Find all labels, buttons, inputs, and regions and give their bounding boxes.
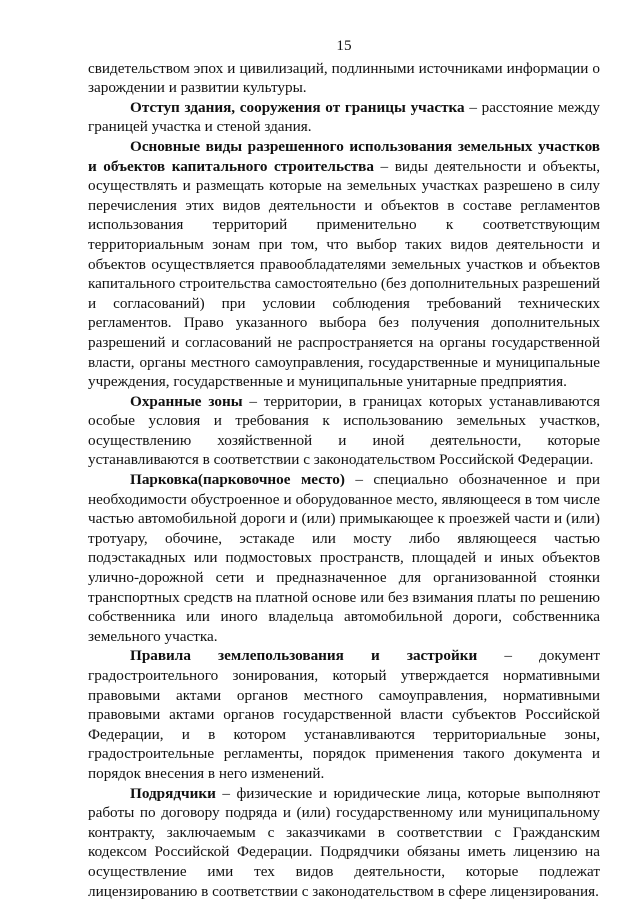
definition-text: – физические и юридические лица, которые выполняют работы по договору подряда и (или) государственному или муниципальному контракту, заключаемым с заказчиками в соответствии с Гражданским кодексом Российской Федерации. Подрядчики обязаны иметь лицензию на осуществление ими тех видов деятельности, которые подлежат лицензированию в соответствии с законодательством в сфере лицензирования. bbox=[88, 784, 600, 900]
definition-paragraph bbox=[88, 137, 600, 392]
page-number: 15 bbox=[336, 37, 352, 54]
definition-text: – территории, в границах которых устанавливаются особые условия и требования к использованию земельных участков, осуществлению хозяйственной и иной деятельности, которые устанавливаются в соответствии с законодательством Российской Федерации. bbox=[88, 392, 600, 469]
definition-term: Охранные зоны bbox=[130, 392, 243, 410]
definition-paragraph bbox=[88, 646, 600, 783]
definition-paragraph bbox=[88, 392, 600, 470]
document-page bbox=[88, 36, 600, 901]
definition-text: – специально обозначенное и при необходимости обустроенное и оборудованное место, являющееся в том числе частью автомобильной дороги и (или) примыкающее к проезжей части и (или) тротуару, обочине, эстакаде или мосту либо являющееся частью подэстакадных или подмостовых пространств, площадей и иных объектов улично-дорожной сети и предназначенное для организованной стоянки транспортных средств на платной основе или без взимания платы по решению собственника или иного владельца автомобильной дороги, собственника земельного участка. bbox=[88, 471, 600, 645]
paragraph-continuation bbox=[88, 59, 600, 98]
definition-term: Отступ здания, сооружения от границы участка bbox=[130, 98, 465, 116]
definition-paragraph bbox=[88, 784, 600, 902]
definition-text: – расстояние между границей участка и стеной здания. bbox=[88, 98, 600, 136]
definition-term: Правила землепользования и застройки bbox=[130, 647, 478, 665]
definition-text: – документ градостроительного зонирования, который утверждается нормативными правовыми актами органов местного самоуправления, нормативными правовыми актами органов государственной власти субъектов Российской Федерации, и в котором устанавливаются территориальные зоны, градостроительные регламенты, порядок применения такого документа и порядок внесения в него изменений. bbox=[88, 647, 600, 782]
definition-paragraph bbox=[88, 470, 600, 646]
definition-term: Парковка(парковочное место) bbox=[130, 471, 345, 489]
definition-term: Основные виды разрешенного использования земельных участков и объектов капитального строительства bbox=[88, 137, 600, 175]
definition-term: Подрядчики bbox=[130, 784, 216, 802]
definition-text: – виды деятельности и объекты, осуществлять и размещать которые на земельных участках разрешено в силу перечисления этих видов деятельности и объектов в составе регламентов использования территорий применительно к соответствующим территориальным зонам при том, что выбор таких видов деятельности и объектов осуществляется правообладателями земельных участков и объектов капитального строительства самостоятельно (без дополнительных разрешений и согласований) при условии соблюдения требований технических регламентов. Право указанного выбора без получения дополнительных разрешений и согласований не распространяется на органы государственной власти, органы местного самоуправления, государственные и муниципальные учреждения, государственные и муниципальные унитарные предприятия. bbox=[88, 157, 601, 391]
paragraph-text: свидетельством эпох и цивилизаций, подлинными источниками информации о зарождении и развитии культуры. bbox=[88, 59, 600, 97]
definition-paragraph bbox=[88, 98, 600, 137]
